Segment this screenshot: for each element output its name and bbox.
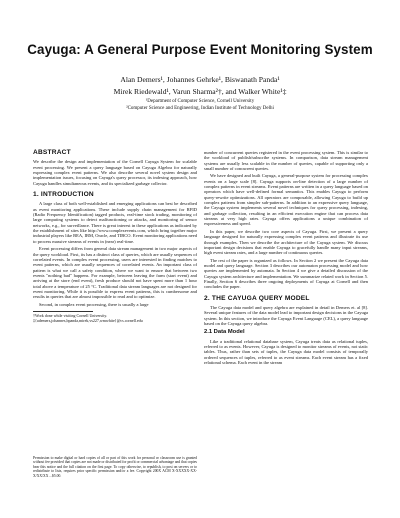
intro-paragraph-3: Second, in complex event processing, there is usually a large <box>39 301 149 307</box>
right-paragraph-4: The rest of the paper is organized as follows. In Section 2 we present the Cayuga data model and query language. Section 3 describes our automaton processing model and how queries are implemented by automata. In Section 4 we give a detailed discussion of the Cayuga system architecture and implementation. We summarize related work in Section 5. Finally, Section 6 describes three ongoing deployments of Cayuga at Cornell and then concludes the paper. <box>204 257 368 290</box>
footnote-2: ‡{ademers,johannes,bpanda,mirek,vs227,wmwhite}@cs.cornell.edu <box>33 317 143 323</box>
left-column <box>33 150 197 324</box>
section-2-heading: 2. THE CAYUGA QUERY MODEL <box>204 294 310 302</box>
paper-title: Cayuga: A General Purpose Event Monitoring System <box>27 42 373 57</box>
authors-line-1: Alan Demers¹, Johannes Gehrke¹, Biswanath Panda¹ <box>120 75 280 84</box>
abstract-heading: ABSTRACT <box>33 149 71 156</box>
affiliations <box>0 99 400 112</box>
author-list <box>0 74 400 98</box>
abstract-text: We describe the design and implementation of the Cornell Cayuga System for scalable event processing. We present a query language based on Cayuga Algebra for naturally expressing complex event patterns. We also describe several novel system design and implementation issues, focusing on Cayuga's query processor, its indexing approach, how Cayuga handles simultaneous events, and its specialized garbage collector. <box>33 159 197 186</box>
footnote-rule <box>33 311 93 312</box>
intro-paragraph-1: A large class of both well-established and emerging applications can best be described as event monitoring applications. These include supply chain management for RFID (Radio Frequency Identification) tagged products, real-time stock trading, monitoring of large computing systems to detect malfunctioning or attacks, and monitoring of sensor networks, e.g., for surveillance. There is great interest in these applications as indicated by the establishment of sites like http://www.complexevents.com, which bring together major industrial players like BEA, IBM, Oracle, and TIBCO. Event monitoring applications need to process massive streams of events in (near) real-time. <box>33 201 197 244</box>
section-2-1-heading: 2.1 Data Model <box>204 329 245 336</box>
section-2-paragraph: The Cayuga data model and query algebra are explained in detail in Demers et. al [8]. Several unique features of the data model lead to important design decisions in the Cayuga system. In this section, we introduce the Cayuga Event Language (CEL), a query language based on the Cayuga query algebra. <box>204 304 368 326</box>
section-2-1-paragraph: Like a traditional relational database system, Cayuga treats data as relational tuples, referred to as events. However, Cayuga is designed to monitor streams of events, not static tables. Thus, rather than sets of tuples, the Cayuga data model consists of temporally ordered sequences of tuples, referred to as event streams. Each event stream has a fixed relational schema. Each event in the stream <box>204 338 368 366</box>
intro-heading: 1. INTRODUCTION <box>33 191 94 199</box>
right-column <box>204 150 368 367</box>
permission-notice: Permission to make digital or hard copies of all or part of this work for personal or classroom use is granted without fee provided that copies are not made or distributed for profit or commercial advantage and that copies bear this notice and the full citation on the first page. To copy otherwise, to republish, to post on servers or to redistribute to lists, requires prior specific permission and/or a fee. Copyright 200X ACM X-XXXXX-XX-X/XX/XX ...$5.00. <box>33 456 197 478</box>
right-paragraph-2: We have designed and built Cayuga, a general-purpose system for processing complex events on a large scale [8]. Cayuga supports on-line detection of a large number of complex patterns in event streams. Event patterns are written in a query language based on operators which have well-defined formal semantics. This enables Cayuga to perform query-rewrite optimizations. All operators are composable, allowing Cayuga to build up complex patterns from simpler sub-patterns. In addition to an expressive query language, the Cayuga system implements several novel techniques for query processing, indexing, and garbage collection, resulting in an efficient execution engine that can process data streams at very high rates. Cayuga offers applications a unique combination of expressiveness and speed. <box>204 173 368 227</box>
right-paragraph-3: In this paper, we describe two core aspects of Cayuga. First, we present a query language designed for naturally expressing complex event patterns and illustrate its use through examples. Then we describe the architecture of the Cayuga system. We discuss important design decisions that enable Cayuga to gracefully handle many input streams, high event stream rates, and a large number of continuous queries. <box>204 228 368 256</box>
footnote-1: †Work done while visiting Cornell University. <box>33 312 108 318</box>
authors-line-2: Mirek Riedewald¹, Varun Sharma²†, and Walker White¹‡ <box>113 87 287 96</box>
intro-paragraph-2: Event processing differs from general data stream management in two major aspects of the query workload. First, its has a distinct class of queries, which are usually sequences of correlated events. In complex event processing, users are interested in finding matches to event patterns, which are usually sequences of correlated events. An important class of pattern is what we call a safety condition, where we want to ensure that between two events "nothing bad" happens. For example, between leaving the farm (start event) and arriving at the store (end event), fresh produce should not have spent more than 1 hour total above a temperature of 25 °C. Traditional data stream languages are not designed for event monitoring. While it is possible to express event patterns, this is cumbersome and results in queries that are almost impossible to read and to optimize. <box>33 246 197 300</box>
right-paragraph-1: number of concurrent queries registered in the event processing system. This is similar to the workload of publish/subscribe systems. In comparison, data stream management systems are usually less scalable in the number of queries, capable of supporting only a small number of concurrent queries. <box>204 150 368 172</box>
affiliation-2: ²Computer Science and Engineering, Indian Institute of Technology Delhi <box>126 105 274 111</box>
affiliation-1: ¹Department of Computer Science, Cornell University <box>145 99 255 104</box>
